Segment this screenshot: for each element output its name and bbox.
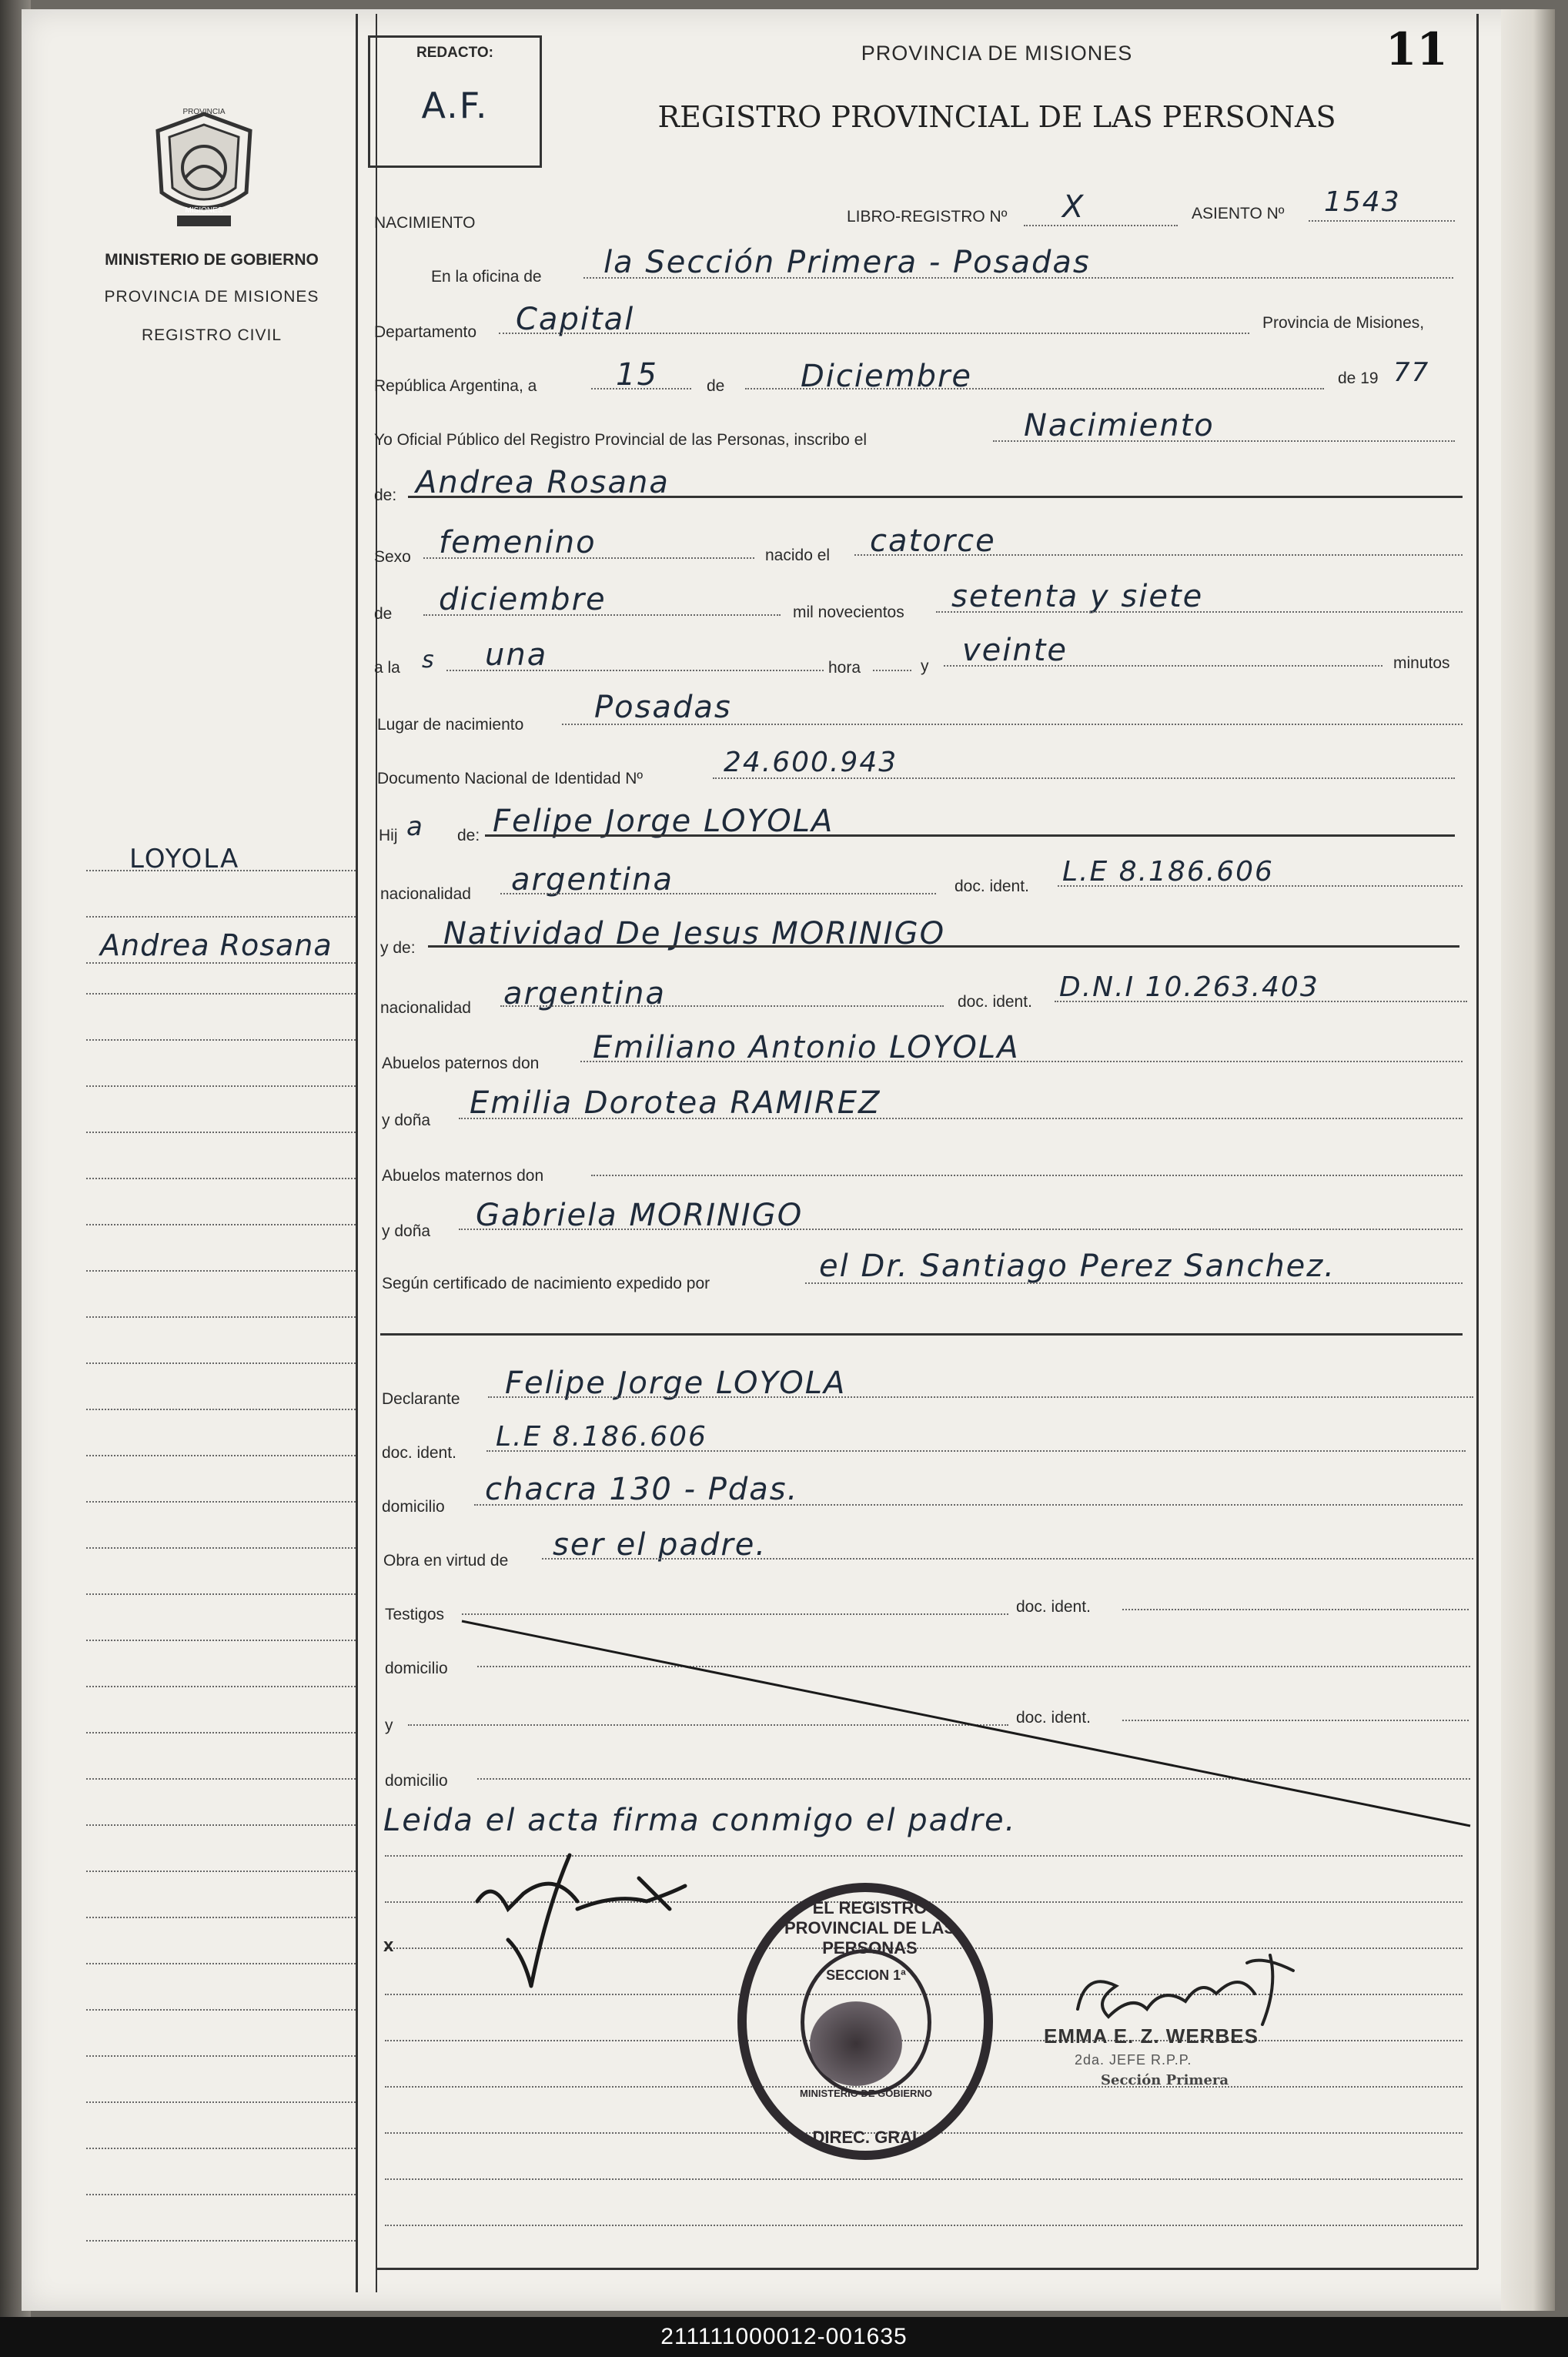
obra-label: Obra en virtud de [383,1552,509,1570]
nac1-value: argentina [511,862,674,898]
abm-label: Abuelos maternos don [382,1167,544,1185]
provincia-suffix: Provincia de Misiones, [1262,314,1425,332]
minutos-line [944,665,1382,667]
redacto-value: A.F. [421,85,489,126]
month2-value: diciembre [439,582,607,617]
mother-value: Natividad De Jesus MORINIGO [443,916,946,951]
day-value: 15 [616,357,658,393]
margin-given-names: Andrea Rosana [100,928,333,962]
oficina-value: la Sección Primera - Posadas [603,245,1091,280]
abp-dona-label: y doña [382,1112,431,1129]
archive-id: 211111000012-001635 [0,2317,1568,2357]
cert-line-2 [380,1333,1463,1336]
departamento-label: Departamento [374,323,477,341]
abm-dona-line [459,1229,1463,1230]
y-label: y [921,657,929,675]
nac2-label: nacionalidad [380,999,471,1017]
header-province: PROVINCIA DE MISIONES [861,42,1133,65]
doc1-value: L.E 8.186.606 [1062,856,1274,888]
libro-line [1024,225,1178,226]
doc5-label: doc. ident. [1016,1709,1091,1727]
cert-label: Según certificado de nacimiento expedido por [382,1275,710,1292]
de4-label: de: [457,827,480,844]
domicilio2-label: domicilio [385,1660,448,1677]
stamp-outer-text: EL REGISTRO PROVINCIAL DE LAS PERSONAS [784,1898,956,1957]
declarante-line [488,1396,1473,1398]
province-label: PROVINCIA DE MISIONES [104,288,319,306]
nacido-label: nacido el [765,547,831,564]
day-line [591,388,691,389]
hij-suffix: a [406,811,424,842]
domicilio-label: domicilio [382,1498,445,1516]
abm-line [591,1175,1463,1176]
x-mark: x [383,1935,394,1956]
stamp-inner-bottom: MINISTERIO DE GOBIERNO [800,2088,932,2099]
doc3-label: doc. ident. [382,1444,456,1462]
dni-label: Documento Nacional de Identidad Nº [377,770,644,787]
nacido-line [854,554,1463,556]
official-name: EMMA E. Z. WERBES [1044,2024,1259,2048]
dni-value: 24.600.943 [724,747,898,778]
de2-label: de: [374,486,397,504]
alas-label: a la [374,659,400,677]
lugar-value: Posadas [594,690,732,725]
departamento-value: Capital [516,302,635,337]
left-column-border [356,14,358,2292]
testigos-label: Testigos [385,1606,445,1623]
alas-suffix: s [422,647,436,674]
hora-label: hora [828,659,861,677]
oficina-label: En la oficina de [431,268,542,286]
nac1-line [500,893,936,894]
asiento-label: ASIENTO Nº [1192,205,1285,222]
de3-label: de [374,605,393,623]
cert-value: el Dr. Santiago Perez Sanchez. [819,1249,1336,1284]
obra-line [542,1558,1473,1560]
crest-bottom-text: MISIONES [185,206,223,215]
abp-dona-line [459,1118,1463,1119]
minutos-value: veinte [962,633,1068,668]
cert-line [805,1282,1463,1284]
crest-top-text: PROVINCIA [182,108,226,116]
registry-label: REGISTRO CIVIL [141,326,283,344]
name-value: Andrea Rosana [416,465,670,500]
declarante-label: Declarante [382,1390,460,1408]
stamp-bottom-text: DIREC. GRAL. [812,2128,928,2147]
header-title: REGISTRO PROVINCIAL DE LAS PERSONAS [657,100,1336,134]
record-type-label: NACIMIENTO [374,214,476,232]
nac2-value: argentina [503,976,666,1011]
domicilio3-label: domicilio [385,1772,448,1790]
left-column-border-inner [376,14,377,2292]
sexo-value: femenino [439,525,597,560]
abm-dona-value: Gabriela MORINIGO [476,1198,804,1233]
month-value: Diciembre [801,359,973,394]
right-border [1476,14,1479,2269]
dni-line [713,777,1455,779]
abm-dona-label: y doña [382,1222,431,1240]
minutos-label: minutos [1393,654,1450,672]
abp-label: Abuelos paternos don [382,1055,540,1072]
page-edge [1501,9,1555,2311]
oficial-line [993,440,1455,442]
year-label: de 19 [1338,369,1379,387]
nac2-line [500,1005,944,1007]
nac1-label: nacionalidad [380,885,471,903]
obra-value: ser el padre. [553,1527,767,1563]
doc2-label: doc. ident. [958,993,1032,1011]
official-title: 2da. JEFE R.P.P. [1075,2052,1192,2068]
abp-line [580,1061,1463,1062]
de-label: de [707,377,725,395]
asiento-line [1309,220,1455,222]
lugar-label: Lugar de nacimiento [377,716,524,734]
abp-value: Emiliano Antonio LOYOLA [593,1030,1020,1065]
mother-line [428,945,1459,948]
mil-label: mil novecientos [793,603,904,621]
mil-value: setenta y siete [951,579,1204,614]
hij-label: Hij [379,827,398,844]
year-value: 77 [1393,357,1430,388]
domicilio-line [474,1504,1463,1506]
name-line [408,496,1463,498]
month-line [745,388,1324,389]
hora-gap-line [873,670,911,671]
abp-dona-value: Emilia Dorotea RAMIREZ [470,1085,881,1121]
father-value: Felipe Jorge LOYOLA [493,804,834,839]
sexo-line [423,557,754,559]
doc2-value: D.N.I 10.263.403 [1059,971,1319,1003]
doc3-line [486,1450,1466,1452]
bottom-border [376,2268,1478,2270]
page-number: 11 [1386,23,1448,75]
oficial-label: Yo Oficial Público del Registro Provincial de las Personas, inscribo el [374,431,868,449]
doc1-label: doc. ident. [955,878,1029,895]
doc4-label: doc. ident. [1016,1598,1091,1616]
father-line [485,834,1455,837]
sexo-label: Sexo [374,548,411,566]
domicilio-value: chacra 130 - Pdas. [485,1472,799,1507]
yde-label: y de: [380,939,416,957]
declarant-signature-icon [462,1847,708,2001]
cross-out-line [454,1609,1478,1832]
libro-value: X [1062,189,1085,225]
doc1-line [1058,885,1463,887]
ministry-label: MINISTERIO DE GOBIERNO [105,251,319,269]
doc2-line [1055,1001,1467,1002]
stamp-inner-top: SECCION 1ª [826,1968,906,1983]
margin-surname: LOYOLA [129,844,240,874]
libro-label: LIBRO-REGISTRO Nº [847,208,1008,226]
doc3-value: L.E 8.186.606 [496,1421,707,1453]
republica-label: República Argentina, a [374,377,537,395]
oficina-line [583,277,1453,279]
hora-line [446,670,824,671]
official-section: Sección Primera [1101,2072,1229,2088]
y2-label: y [385,1717,393,1734]
redacto-label: REDACTO: [416,45,493,61]
lugar-line [562,724,1463,725]
declarante-value: Felipe Jorge LOYOLA [505,1366,847,1401]
month2-line [423,614,781,616]
closing-note: Leida el acta firma conmigo el padre. [383,1803,1017,1838]
hora-value: una [485,637,548,673]
asiento-value: 1543 [1324,186,1401,218]
departamento-line [499,333,1249,334]
mil-line [936,611,1463,613]
oficial-value: Nacimiento [1024,408,1215,443]
nacido-value: catorce [870,523,996,559]
registry-stamp-emblem-icon [810,2001,902,2086]
